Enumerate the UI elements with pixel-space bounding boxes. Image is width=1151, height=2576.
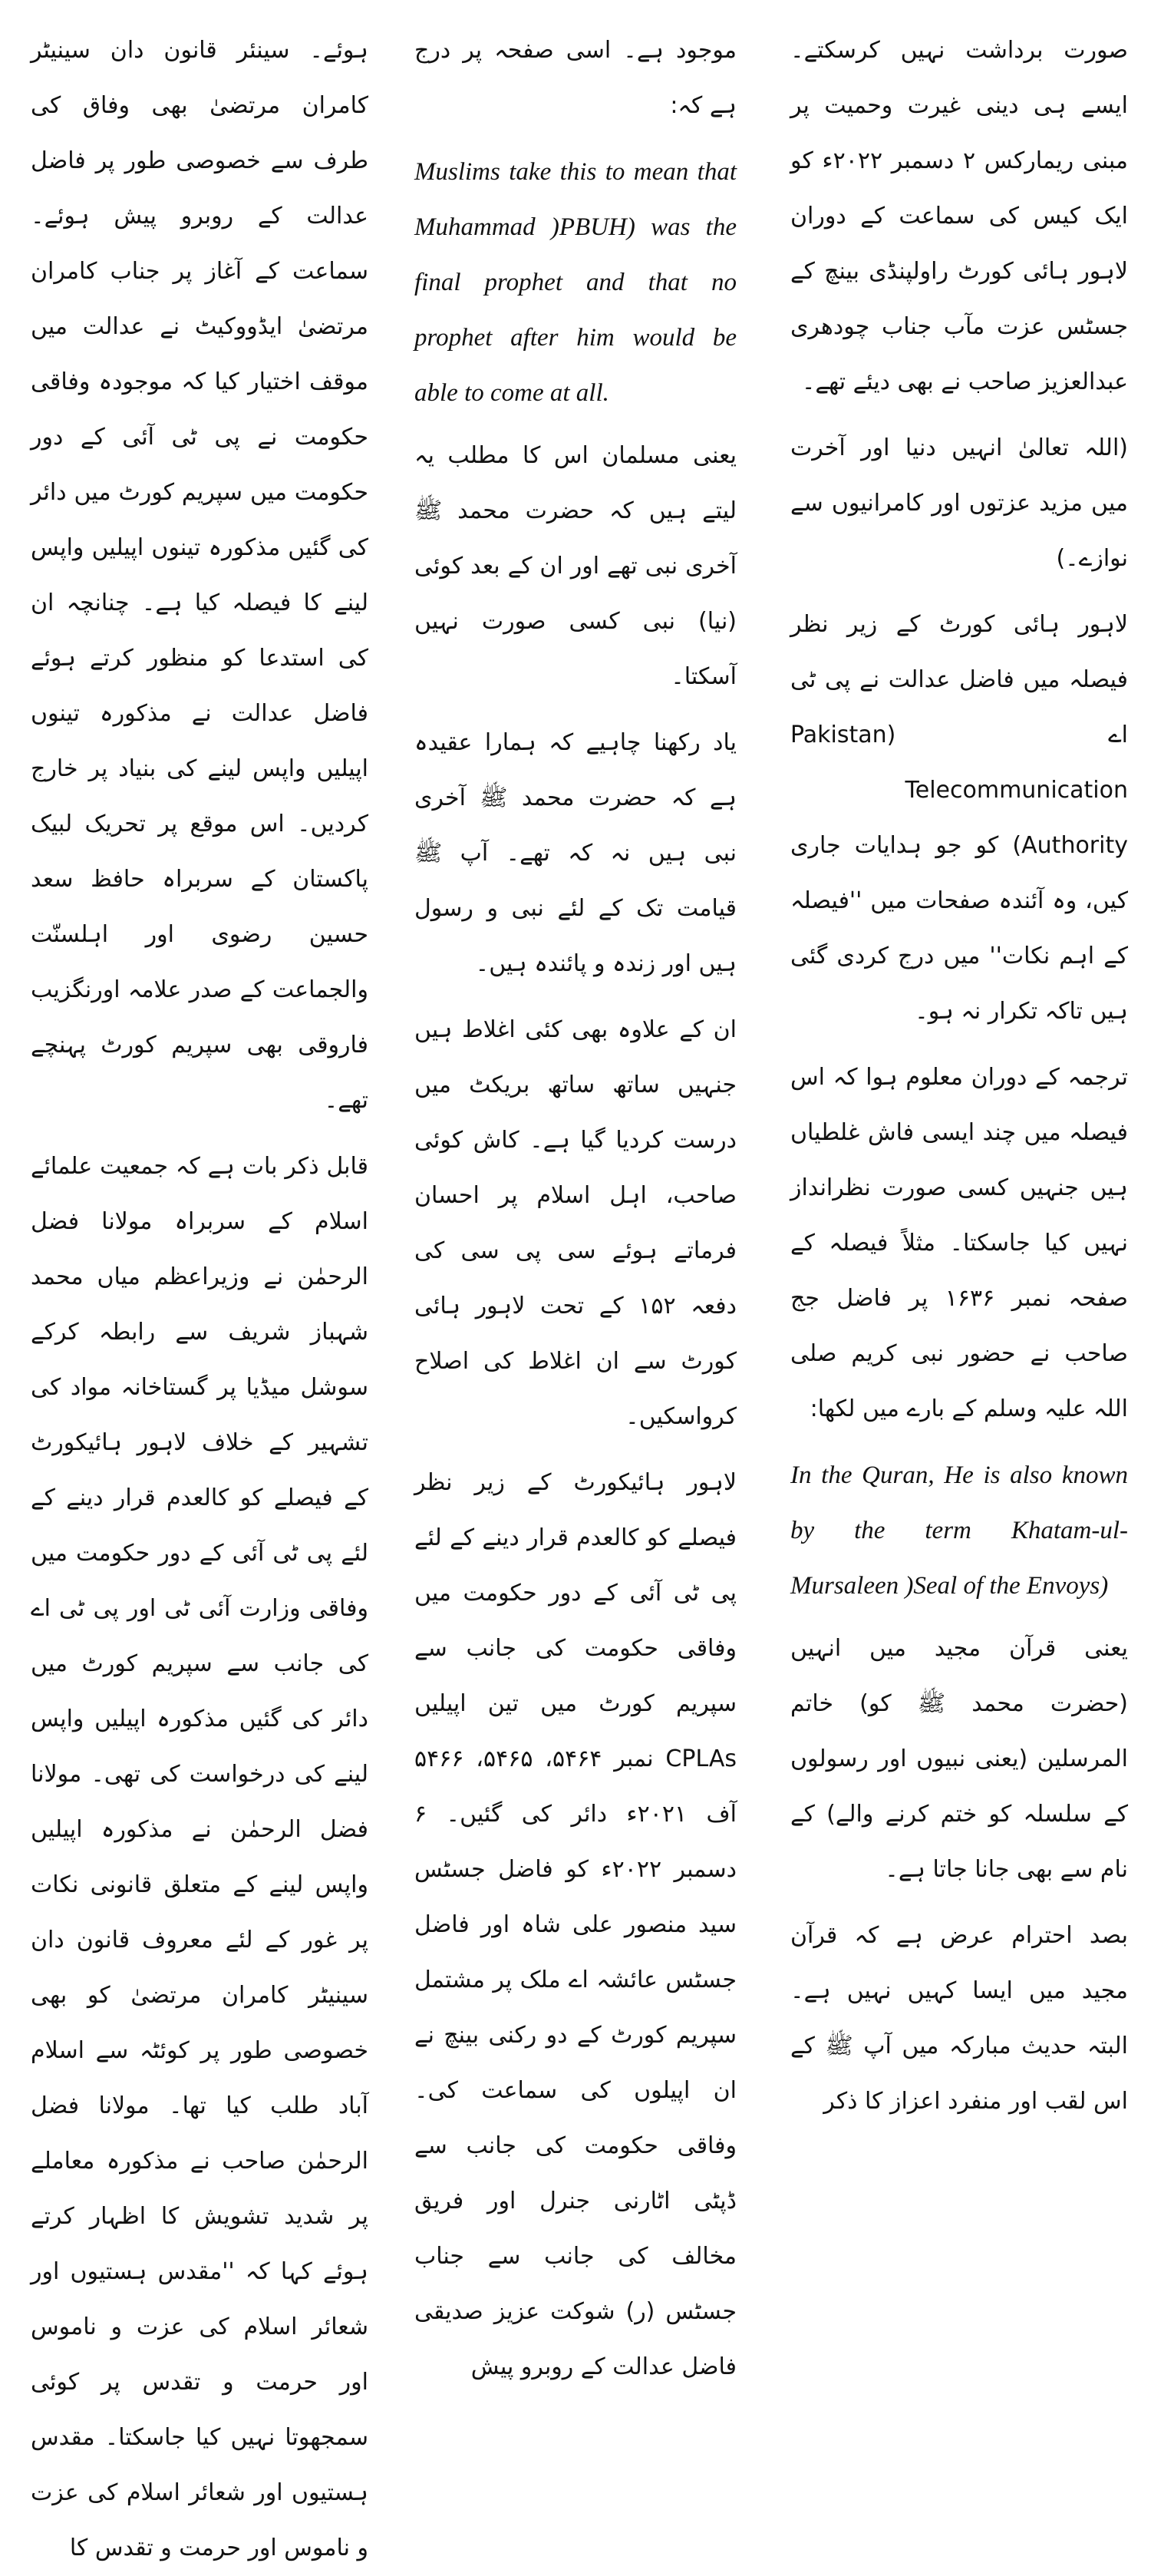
right-paragraph-1: صورت برداشت نہیں کرسکتے۔ ایسے ہی دینی غیرت وحمیت پر مبنی ریمارکس ۲ دسمبر ۲۰۲۲ء کو ایک کیس کی سماعت کے دوران لاہور ہائی کورٹ راولپنڈی بینچ کے جسٹس عزت مآب جناب چودھری عبدالعزیز صاحب نے بھی دیئے تھے۔ [790,37,1128,395]
column-left [31,23,368,2561]
right-paragraph-2: (اللہ تعالیٰ انہیں دنیا اور آخرت میں مزید عزتوں اور کامرانیوں سے نوازے۔) [790,434,1128,572]
left-paragraph-2: قابل ذکر بات ہے کہ جمعیت علمائے اسلام کے سربراہ مولانا فضل الرحمٰن نے وزیراعظم میاں محمد شہباز شریف سے رابطہ کرکے سوشل میڈیا پر گستاخانہ مواد کی تشہیر کے خلاف لاہور ہائیکورٹ کے فیصلے کو کالعدم قرار دینے کے لئے پی ٹی آئی کے دور حکومت میں وفاقی وزارت آئی ٹی اور پی ٹی اے کی جانب سے سپریم کورٹ میں دائر کی گئیں مذکورہ اپیلیں واپس لینے کی درخواست کی تھی۔ مولانا فضل الرحمٰن نے مذکورہ اپیلیں واپس لینے کے متعلق قانونی نکات پر غور کے لئے معروف قانون دان سینیٹر کامران مرتضیٰ کو بھی خصوصی طور پر کوئٹہ سے اسلام آباد طلب کیا تھا۔ مولانا فضل الرحمٰن صاحب نے مذکورہ معاملے پر شدید تشویش کا اظہار کرتے ہوئے کہا کہ ''مقدس ہستیوں اور شعائر اسلام کی عزت و ناموس اور حرمت و تقدس پر کوئی سمجھوتا نہیں کیا جاسکتا۔ مقدس ہستیوں اور شعائر اسلام کی عزت و ناموس اور حرمت و تقدس کا [31,1153,368,2561]
right-paragraph-6: بصد احترام عرض ہے کہ قرآن مجید میں ایسا کہیں نہیں ہے۔ البتہ حدیث مبارکہ میں آپ ﷺ کے اس لقب اور منفرد اعزاز کا ذکر [790,1922,1128,2115]
middle-english-quote: Muslims take this to mean that Muhammad )PBUH) was the final prophet and that no prophet after him would be able to come at all. [414,158,737,407]
left-paragraph-1: ہوئے۔ سینئر قانون دان سینیٹر کامران مرتضیٰ بھی وفاق کی طرف سے خصوصی طور پر فاضل عدالت کے روبرو پیش ہوئے۔ سماعت کے آغاز پر جناب کامران مرتضیٰ ایڈووکیٹ نے عدالت میں موقف اختیار کیا کہ موجودہ وفاقی حکومت نے پی ٹی آئی کے دور حکومت میں سپریم کورٹ میں دائر کی گئیں مذکورہ تینوں اپیلیں واپس لینے کا فیصلہ کیا ہے۔ چنانچہ ان کی استدعا کو منظور کرتے ہوئے فاضل عدالت نے مذکورہ تینوں اپیلیں واپس لینے کی بنیاد پر خارج کردیں۔ اس موقع پر تحریک لبیک پاکستان کے سربراہ حافظ سعد حسین رضوی اور اہلسنّت والجماعت کے صدر علامہ اورنگزیب فاروقی بھی سپریم کورٹ پہنچے تھے۔ [31,37,368,1114]
right-paragraph-4: ترجمہ کے دوران معلوم ہوا کہ اس فیصلہ میں چند ایسی فاش غلطیاں ہیں جنہیں کسی صورت نظرانداز نہیں کیا جاسکتا۔ مثلاً فیصلہ کے صفحہ نمبر ۱۶۳۶ پر فاضل جج صاحب نے حضور نبی کریم صلی اللہ علیہ وسلم کے بارے میں لکھا: [790,1064,1128,1422]
right-paragraph-5: یعنی قرآن مجید میں انہیں (حضرت محمد ﷺ کو) خاتم المرسلین (یعنی نبیوں اور رسولوں کے سلسلہ کو ختم کرنے والے) کے نام سے بھی جانا جاتا ہے۔ [790,1635,1128,1883]
right-english-quote: In the Quran, He is also known by the term Khatam-ul-Mursaleen )Seal of the Envoys) [790,1461,1128,1600]
column-right [790,23,1128,2115]
middle-intro: موجود ہے۔ اسی صفحہ پر درج ہے کہ: [414,37,737,119]
column-middle [414,23,737,2380]
middle-paragraph-2: یاد رکھنا چاہیے کہ ہمارا عقیدہ ہے کہ حضرت محمد ﷺ آخری نبی ہیں نہ کہ تھے۔ آپ ﷺ قیامت تک کے لئے نبی و رسول ہیں اور زندہ و پائندہ ہیں۔ [414,729,737,977]
middle-paragraph-4: لاہور ہائیکورٹ کے زیر نظر فیصلے کو کالعدم قرار دینے کے لئے پی ٹی آئی کے دور حکومت میں وفاقی حکومت کی جانب سے سپریم کورٹ میں تین اپیلیں CPLAs نمبر ۵۴۶۴، ۵۴۶۵، ۵۴۶۶ آف ۲۰۲۱ء دائر کی گئیں۔ ۶ دسمبر ۲۰۲۲ء کو فاضل جسٹس سید منصور علی شاہ اور فاضل جسٹس عائشہ اے ملک پر مشتمل سپریم کورٹ کے دو رکنی بینچ نے ان اپیلوں کی سماعت کی۔ وفاقی حکومت کی جانب سے ڈپٹی اٹارنی جنرل اور فریق مخالف کی جانب سے جناب جسٹس (ر) شوکت عزیز صدیقی فاضل عدالت کے روبرو پیش [414,1469,737,2380]
middle-paragraph-3: ان کے علاوہ بھی کئی اغلاط ہیں جنہیں ساتھ ساتھ بریکٹ میں درست کردیا گیا ہے۔ کاش کوئی صاحب، اہل اسلام پر احسان فرماتے ہوئے سی پی سی کی دفعہ ۱۵۲ کے تحت لاہور ہائی کورٹ سے ان اغلاط کی اصلاح کرواسکیں۔ [414,1016,737,1430]
right-paragraph-3: لاہور ہائی کورٹ کے زیر نظر فیصلہ میں فاضل عدالت نے پی ٹی اے (Pakistan Telecommunication Authority) کو جو ہدایات جاری کیں، وہ آئندہ صفحات میں ''فیصلہ کے اہم نکات'' میں درج کردی گئی ہیں تاکہ تکرار نہ ہو۔ [790,611,1128,1025]
middle-paragraph-1: یعنی مسلمان اس کا مطلب یہ لیتے ہیں کہ حضرت محمد ﷺ آخری نبی تھے اور ان کے بعد کوئی (نیا) نبی کسی صورت نہیں آسکتا۔ [414,442,737,690]
